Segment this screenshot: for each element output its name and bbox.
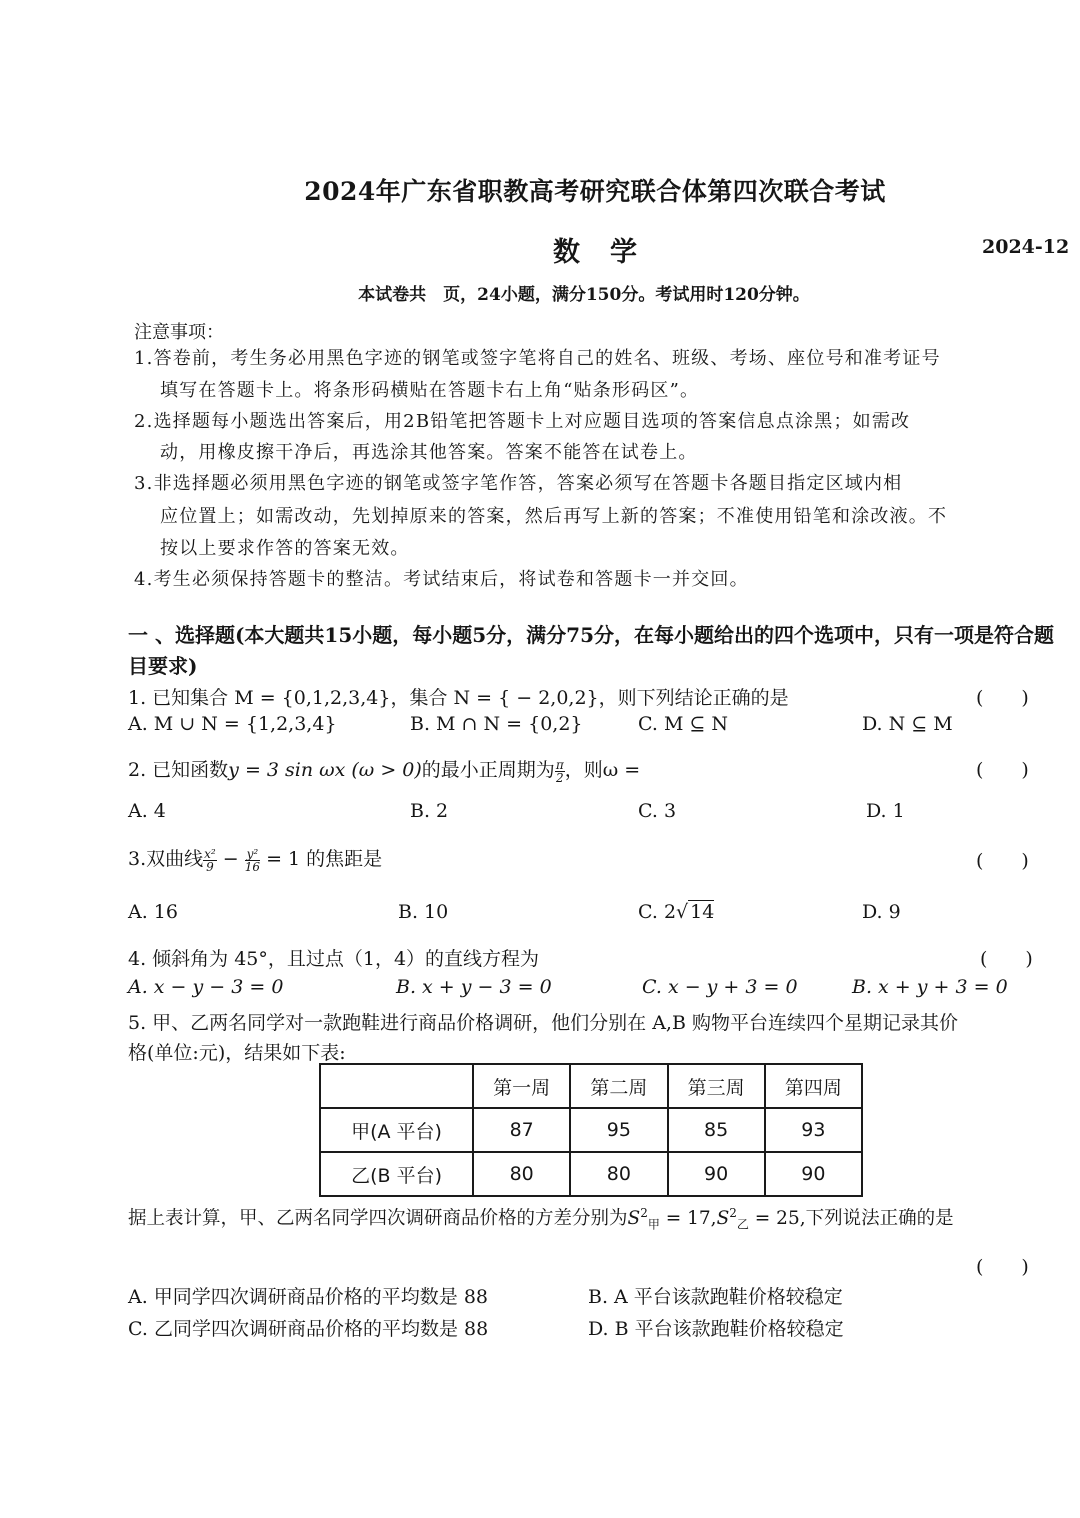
price-table (319, 1063, 863, 1197)
q3-option-c: C. 2√ 14 (638, 901, 715, 923)
q2-option-c: C. 3 (638, 800, 677, 822)
table-cell: 乙(B 平台) (320, 1152, 473, 1196)
table-cell: 80 (570, 1152, 667, 1196)
q2-expr: y = 3 sin ωx (ω > 0) (228, 759, 422, 781)
q5-option-d: D. B 平台该款跑鞋价格较稳定 (588, 1318, 844, 1340)
q3-option-b: B. 10 (398, 901, 449, 923)
q2-option-d: D. 1 (866, 800, 905, 822)
answer-paren: ( ) (976, 759, 1029, 781)
exam-date: 2024-12 (982, 236, 1070, 258)
question-5-after-table (128, 1204, 954, 1233)
table-header-cell: 第一周 (473, 1064, 570, 1108)
q1-option-a: A. M ∪ N = {1,2,3,4} (128, 713, 337, 735)
q4-option-d: B. x + y + 3 = 0 (852, 976, 1008, 998)
question-1-stem: 1. 已知集合 M = {0,1,2,3,4}，集合 N = { − 2,0,2}，则下列结论正确的是 (128, 687, 789, 709)
question-2-stem (128, 755, 640, 784)
q5-after-suffix: 下列说法正确的是 (805, 1208, 954, 1229)
q1-option-d: D. N ⊆ M (862, 713, 953, 735)
q3-fraction-x (203, 848, 217, 873)
section-heading: 一 、选择题(本大题共15小题，每小题5分，满分75分，在每小题给出的四个选项中，只有一项是符合题目要求) (128, 623, 1055, 678)
q3-suffix: = 1 的焦距是 (266, 848, 383, 870)
table-cell: 甲(A 平台) (320, 1108, 473, 1152)
notes-title: 注意事项： (134, 322, 224, 343)
q2-option-a: A. 4 (128, 800, 166, 822)
question-5-stem-line2: 格(单位:元)，结果如下表: (128, 1042, 346, 1064)
q3-fraction-y (245, 848, 260, 873)
exam-title: 2024年广东省职教高考研究联合体第四次联合考试 (304, 177, 886, 206)
table-row (320, 1152, 862, 1196)
q5-sub-yi: 乙 (736, 1217, 749, 1232)
q2-prefix: 2. 已知函数 (128, 759, 229, 781)
q5-sup-yi: 2 (729, 1205, 737, 1220)
table-header-cell: 第四周 (765, 1064, 862, 1108)
note-line: 4.考生必须保持答题卡的整洁。考试结束后，将试卷和答题卡一并交回。 (134, 569, 749, 590)
q3-prefix: 3.双曲线 (128, 848, 204, 870)
table-cell: 95 (570, 1108, 667, 1152)
q5-eq-jia: = 17, (665, 1208, 717, 1229)
q3-frac2-den: 16 (244, 859, 261, 874)
table-header-cell (320, 1064, 473, 1108)
table-cell: 85 (668, 1108, 765, 1152)
note-line: 按以上要求作答的答案无效。 (160, 538, 410, 559)
table-cell: 90 (765, 1152, 862, 1196)
note-line: 动，用橡皮擦干净后，再选涂其他答案。答案不能答在试卷上。 (160, 442, 698, 463)
q3-frac1-num: x² (204, 846, 216, 861)
answer-paren: ( ) (976, 850, 1029, 872)
table-cell: 80 (473, 1152, 570, 1196)
q2-suffix: ，则ω = (564, 759, 641, 781)
question-4-stem: 4. 倾斜角为 45°，且过点（1，4）的直线方程为 (128, 948, 540, 970)
question-3-stem (128, 844, 382, 873)
q2-fraction (555, 759, 565, 784)
q1-option-c: C. M ⊆ N (638, 713, 729, 735)
q3-sqrt-value: 14 (690, 901, 715, 923)
q5-option-c: C. 乙同学四次调研商品价格的平均数是 88 (128, 1318, 489, 1340)
note-line: 2.选择题每小题选出答案后，用2B铅笔把答题卡上对应题目选项的答案信息点涂黑；如需改 (134, 411, 911, 432)
note-line: 填写在答题卡上。将条形码横贴在答题卡右上角“贴条形码区”。 (160, 380, 700, 401)
answer-paren: ( ) (976, 1256, 1029, 1278)
note-line: 3.非选择题必须用黑色字迹的钢笔或签字笔作答，答案必须写在答题卡各题目指定区域内相 (134, 473, 903, 494)
q5-option-b: B. A 平台该款跑鞋价格较稳定 (588, 1286, 843, 1308)
q1-option-b: B. M ∩ N = {0,2} (410, 713, 583, 735)
q4-option-b: B. x + y − 3 = 0 (396, 976, 552, 998)
q2-frac-den: 2 (555, 770, 564, 785)
q3-option-c-label: C. 2 (638, 901, 677, 923)
q5-s-yi: S (716, 1208, 730, 1229)
table-cell: 90 (668, 1152, 765, 1196)
q5-sup-jia: 2 (640, 1205, 648, 1220)
q5-eq-yi: = 25, (754, 1208, 806, 1229)
note-line: 应位置上；如需改动，先划掉原来的答案，然后再写上新的答案；不准使用铅笔和涂改液。不 (160, 506, 948, 527)
answer-paren: ( ) (976, 687, 1029, 709)
q3-option-d: D. 9 (862, 901, 901, 923)
note-line: 1.答卷前，考生务必用黑色字迹的钢笔或签字笔将自己的姓名、班级、考场、座位号和准考证号 (134, 348, 941, 369)
table-cell: 87 (473, 1108, 570, 1152)
q2-frac-num: π (555, 757, 564, 772)
q3-frac2-num: y² (246, 846, 259, 861)
q3-option-a: A. 16 (128, 901, 178, 923)
q5-s-jia: S (627, 1208, 641, 1229)
q5-sub-jia: 甲 (647, 1217, 660, 1232)
q2-option-b: B. 2 (410, 800, 449, 822)
q3-minus: − (222, 848, 239, 870)
question-5-stem-line1: 5. 甲、乙两名同学对一款跑鞋进行商品价格调研，他们分别在 A,B 购物平台连续四个星期记录其价 (128, 1012, 958, 1034)
q3-frac1-den: 9 (206, 859, 214, 874)
subject-title: 数学 (553, 237, 667, 268)
table-header-cell: 第二周 (570, 1064, 667, 1108)
answer-paren: ( ) (980, 948, 1033, 970)
q5-option-a: A. 甲同学四次调研商品价格的平均数是 88 (128, 1286, 489, 1308)
table-header-row (320, 1064, 862, 1108)
q4-option-c: C. x − y + 3 = 0 (642, 976, 798, 998)
exam-info: 本试卷共 页，24小题，满分150分。考试用时120分钟。 (358, 285, 810, 305)
q2-mid: 的最小正周期为 (421, 759, 555, 781)
table-row (320, 1108, 862, 1152)
q4-option-a: A. x − y − 3 = 0 (128, 976, 284, 998)
q5-after-prefix: 据上表计算，甲、乙两名同学四次调研商品价格的方差分别为 (128, 1208, 628, 1229)
table-header-cell: 第三周 (668, 1064, 765, 1108)
table-cell: 93 (765, 1108, 862, 1152)
